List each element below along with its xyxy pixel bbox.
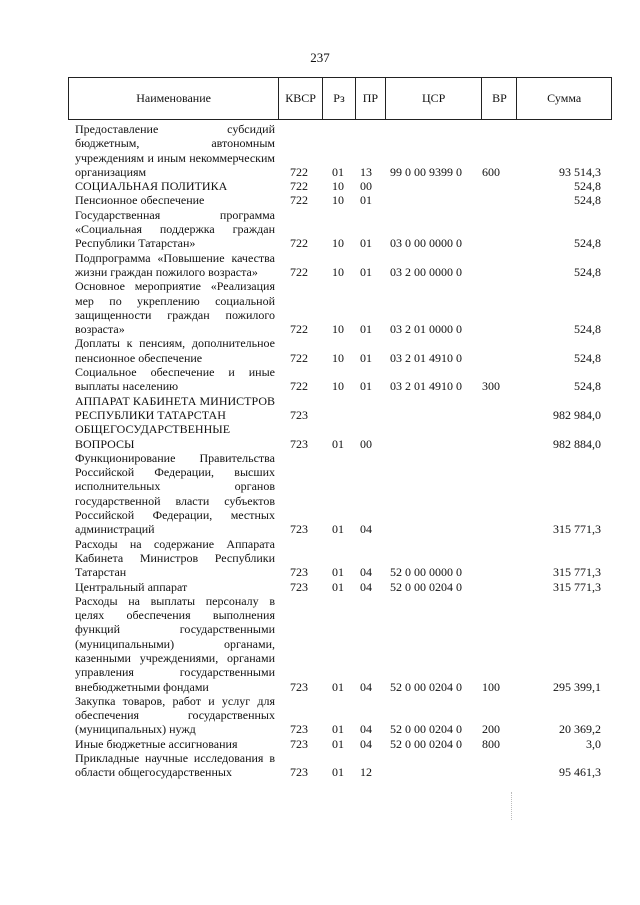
row-csr: 52 0 00 0204 0 [390,579,462,594]
row-rz: 10 [332,193,344,208]
row-pr: 04 [360,722,372,737]
row-name: Расходы на содержание Аппарата Кабинета Министров Республики Татарстан [75,536,275,580]
row-csr: 03 2 00 0000 0 [390,264,462,279]
row-csr: 52 0 00 0204 0 [390,722,462,737]
row-kvsr: 723 [290,679,308,694]
row-vr: 200 [482,722,500,737]
row-kvsr: 723 [290,436,308,451]
table-row [75,122,605,179]
row-sum: 524,8 [574,264,601,279]
row-name: Иные бюджетные ассигнования [75,736,238,751]
row-sum: 20 369,2 [559,722,601,737]
scan-mark [511,792,513,820]
row-pr: 01 [360,350,372,365]
table-header [68,77,612,120]
row-rz: 01 [332,522,344,537]
row-csr: 03 0 00 0000 0 [390,236,462,251]
row-rz: 01 [332,736,344,751]
row-sum: 93 514,3 [559,164,601,179]
table-row [75,279,605,336]
table-row [75,422,605,451]
row-pr: 04 [360,522,372,537]
row-name: Подпрограмма «Повышение качества жизни граждан пожилого возраста» [75,250,275,279]
row-name: Функционирование Правительства Российской Федерации, высших исполнительных органов государственной власти субъектов Российской Федерации, местных администраций [75,450,275,537]
row-kvsr: 722 [290,264,308,279]
row-kvsr: 722 [290,350,308,365]
row-pr: 04 [360,579,372,594]
row-sum: 95 461,3 [559,765,601,780]
row-pr: 01 [360,264,372,279]
table-body [75,122,605,780]
row-csr: 99 0 00 9399 0 [390,164,462,179]
row-name: ОБЩЕГОСУДАРСТВЕННЫЕ ВОПРОСЫ [75,422,231,451]
header-vr: ВР [482,78,517,119]
row-sum: 524,8 [574,322,601,337]
row-name: Расходы на выплаты персоналу в целях обеспечения выполнения функций государственными (муниципальными) органами, казенными учреждениями, органами управления государственными внебюджетными фондами [75,593,275,694]
row-kvsr: 723 [290,722,308,737]
row-pr: 01 [360,322,372,337]
page-number: 237 [310,50,330,65]
row-pr: 01 [360,379,372,394]
row-rz: 10 [332,264,344,279]
row-kvsr: 723 [290,565,308,580]
row-pr: 04 [360,736,372,751]
row-name: СОЦИАЛЬНАЯ ПОЛИТИКА [75,179,228,194]
row-rz: 01 [332,679,344,694]
row-rz: 10 [332,350,344,365]
row-name: Доплаты к пенсиям, дополнительное пенсионное обеспечение [75,336,275,365]
row-csr: 03 2 01 0000 0 [390,322,462,337]
table-row [75,394,605,423]
row-pr: 12 [360,765,372,780]
row-rz: 10 [332,322,344,337]
row-csr: 03 2 01 4910 0 [390,379,462,394]
header-sum: Сумма [547,91,582,105]
row-rz: 10 [332,179,344,194]
row-pr: 04 [360,679,372,694]
row-sum: 524,8 [574,179,601,194]
row-pr: 01 [360,236,372,251]
row-rz: 01 [332,765,344,780]
row-kvsr: 722 [290,164,308,179]
table-row [75,336,605,365]
row-kvsr: 723 [290,736,308,751]
row-sum: 315 771,3 [553,565,601,580]
row-pr: 00 [360,179,372,194]
row-kvsr: 722 [290,236,308,251]
row-sum: 315 771,3 [553,522,601,537]
row-csr: 52 0 00 0204 0 [390,679,462,694]
row-kvsr: 723 [290,579,308,594]
row-name: Пенсионное обеспечение [75,193,205,208]
header-name: Наименование [69,78,279,119]
row-vr: 100 [482,679,500,694]
row-name: Предоставление субсидий бюджетным, автономным учреждениям и иным некоммерческим организациям [75,122,275,179]
table-row [75,365,605,394]
row-pr: 13 [360,164,372,179]
row-sum: 295 399,1 [553,679,601,694]
row-kvsr: 723 [290,407,308,422]
table-row [75,251,605,280]
row-csr: 03 2 01 4910 0 [390,350,462,365]
row-rz: 10 [332,379,344,394]
row-rz: 01 [332,436,344,451]
header-kvsr: КВСР [279,78,323,119]
table-row [75,179,605,193]
row-rz: 01 [332,565,344,580]
row-name: АППАРАТ КАБИНЕТА МИНИСТРОВ РЕСПУБЛИКИ ТАТАРСТАН [75,393,275,422]
row-rz: 01 [332,722,344,737]
table-row [75,451,605,537]
table-row [75,193,605,207]
row-sum: 3,0 [586,736,601,751]
row-name: Основное мероприятие «Реализация мер по укреплению социальной защищенности граждан пожилого возраста» [75,279,275,337]
table-row [75,737,605,751]
header-pr: ПР [356,78,386,119]
row-sum: 524,8 [574,236,601,251]
row-name: Прикладные научные исследования в области общегосударственных [75,751,275,780]
table-row [75,580,605,594]
row-pr: 04 [360,565,372,580]
row-sum: 982 984,0 [553,407,601,422]
row-pr: 00 [360,436,372,451]
row-name: Центральный аппарат [75,579,188,594]
row-vr: 600 [482,164,500,179]
row-csr: 52 0 00 0000 0 [390,565,462,580]
row-sum: 982 884,0 [553,436,601,451]
table-row [75,594,605,694]
table-row [75,208,605,251]
row-kvsr: 722 [290,322,308,337]
row-vr: 300 [482,379,500,394]
row-kvsr: 722 [290,379,308,394]
row-name: Закупка товаров, работ и услуг для обеспечения государственных (муниципальных) нужд [75,693,275,737]
header-rz: Рз [323,78,356,119]
row-rz: 01 [332,164,344,179]
row-kvsr: 723 [290,522,308,537]
header-csr: ЦСР [386,78,483,119]
row-kvsr: 722 [290,193,308,208]
row-name: Социальное обеспечение и иные выплаты населению [75,365,275,394]
row-csr: 52 0 00 0204 0 [390,736,462,751]
row-sum: 524,8 [574,379,601,394]
row-sum: 524,8 [574,193,601,208]
row-rz: 10 [332,236,344,251]
row-pr: 01 [360,193,372,208]
row-sum: 315 771,3 [553,579,601,594]
table-row [75,537,605,580]
row-sum: 524,8 [574,350,601,365]
row-name: Государственная программа «Социальная поддержка граждан Республики Татарстан» [75,207,275,251]
row-vr: 800 [482,736,500,751]
row-rz: 01 [332,579,344,594]
row-kvsr: 723 [290,765,308,780]
row-kvsr: 722 [290,179,308,194]
table-row [75,694,605,737]
table-row [75,751,605,780]
